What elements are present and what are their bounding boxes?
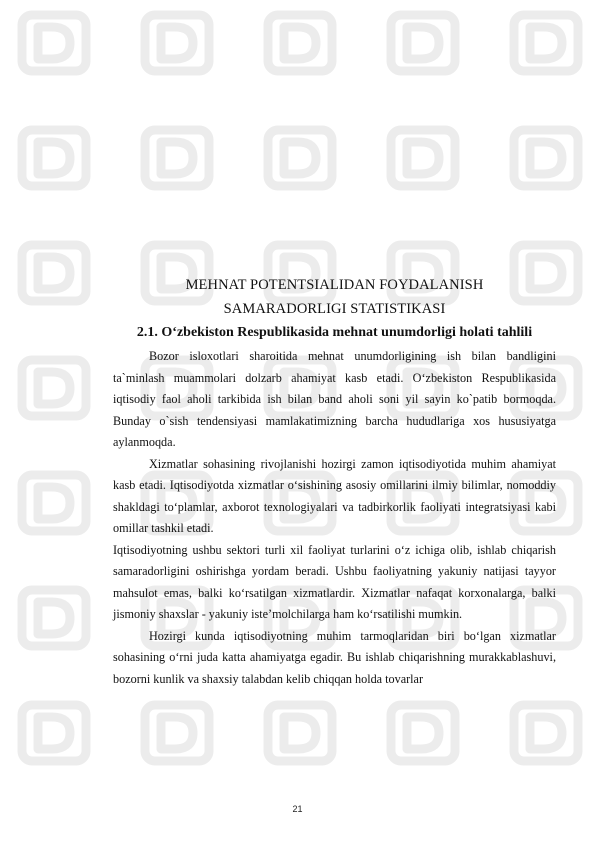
page-number: 21 [292, 804, 303, 814]
title-line-2: SAMARADORLIGI STATISTIKASI [223, 301, 446, 317]
watermark-mark-icon [22, 705, 86, 761]
watermark-mark-icon [22, 130, 86, 186]
watermark-mark-icon [22, 15, 86, 71]
section-heading: 2.1. O‘zbekiston Respublikasida mehnat unumdorligi holati tahlili [136, 325, 533, 340]
watermark-mark-icon [268, 705, 332, 761]
watermark-mark-icon [22, 475, 86, 531]
watermark-mark-icon [22, 590, 86, 646]
watermark-mark-icon [514, 15, 578, 71]
watermark-mark-icon [391, 15, 455, 71]
title-line-1: MEHNAT POTENTSIALIDAN FOYDALANISH [185, 277, 484, 293]
watermark-mark-icon [391, 705, 455, 761]
paragraph-3: Iqtisodiyotning ushbu sektori turli xil faoliyat turlarini o‘z ichiga olib, ishlab chiqarish samaradorligini oshirishga yordam beradi. Ushbu faoliyatning yakuniy natijasi tayyor mahsulot emas, balki ko‘rsatilgan xizmatlardir. Xizmatlar nafaqat korxonalarga, balki jismoniy shaxslar - yakuniy iste’molchilarga ham ko‘rsatilishi mumkin. [113, 542, 556, 621]
watermark-mark-icon [22, 360, 86, 416]
watermark-mark-icon [268, 15, 332, 71]
watermark-mark-icon [514, 705, 578, 761]
watermark-mark-icon [145, 705, 209, 761]
watermark-mark-icon [514, 130, 578, 186]
paragraph-1: Bozor isloxotlari sharoitida mehnat unumdorligining ish bilan bandligini ta`minlash muammolari dolzarb ahamiyat kasb etadi. O‘zbekiston Respublikasida iqtisodiy faol aholi tarkibida ish bilan band aholi soni yil sayin ko`patib bormoqda. Bunday o`sish tendensiyasi mamlakatimizning barcha hududlariga xos hususiyatga aylanmoqda. [113, 349, 556, 449]
watermark-mark-icon [22, 245, 86, 301]
watermark-mark-icon [391, 130, 455, 186]
document-title [113, 273, 556, 321]
paragraph-2: Xizmatlar sohasining rivojlanishi hozirgi zamon iqtisodiyotida muhim ahamiyat kasb etadi. Iqtisodiyotda xizmatlar o‘sishining asosiy omillarini ilmiy bilimlar, nomoddiy shakldagi to‘plamlar, axborot texnologiyalari va tadbirkorlik faoliyati integratsiyasi kabi omillar tashkil etadi. [113, 456, 556, 535]
document-body [113, 273, 556, 690]
watermark-mark-icon [145, 15, 209, 71]
paragraph-4: Hozirgi kunda iqtisodiyotning muhim tarmoqlaridan biri bo‘lgan xizmatlar sohasining o‘rni juda katta ahamiyatga egadir. Bu ishlab chiqarishning murakkablashuvi, bozorni kunlik va shaxsiy talabdan kelib chiqqan holda tovarlar [113, 628, 556, 686]
watermark-mark-icon [268, 130, 332, 186]
watermark-mark-icon [145, 130, 209, 186]
